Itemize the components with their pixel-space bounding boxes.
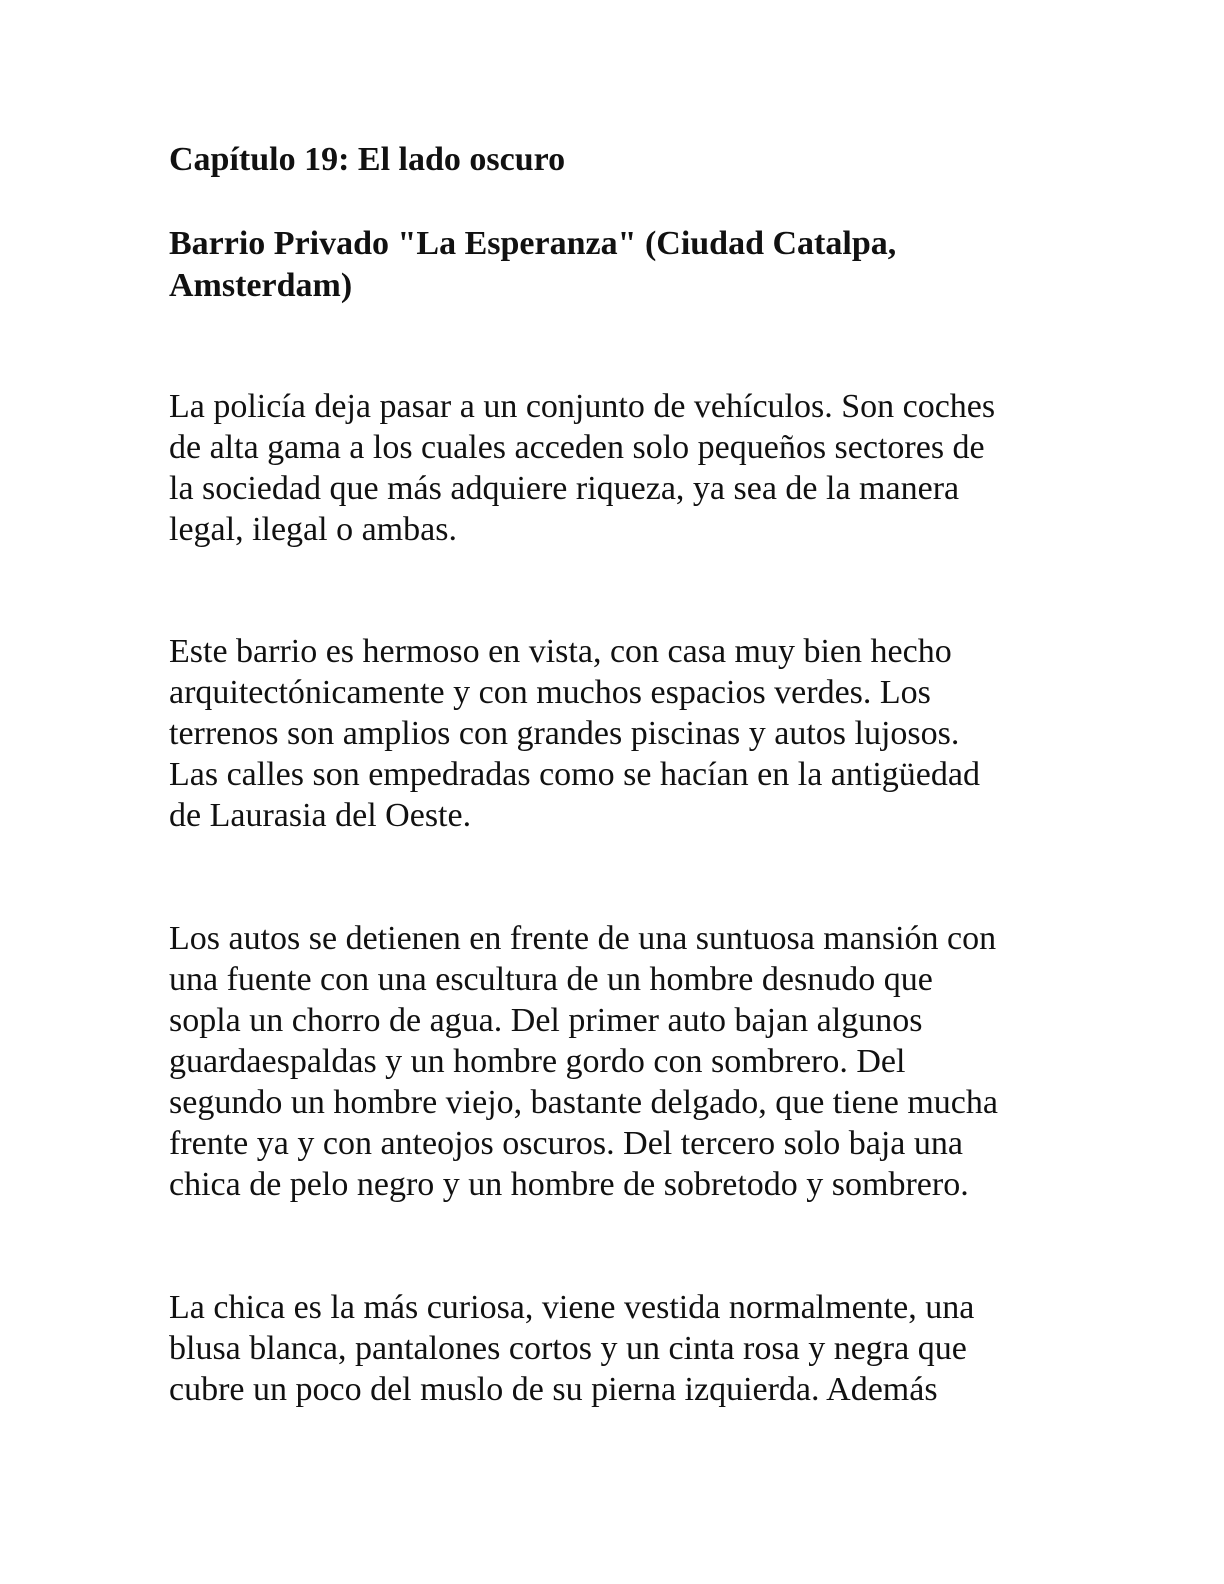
paragraph	[169, 386, 995, 550]
paragraph-line: guardaespaldas y un hombre gordo con sombrero. Del	[169, 1043, 906, 1080]
location-heading-line: Barrio Privado "La Esperanza" (Ciudad Catalpa,	[169, 225, 897, 262]
paragraph-line: Las calles son empedradas como se hacían en la antigüedad	[169, 756, 980, 793]
paragraph-line: la sociedad que más adquiere riqueza, ya sea de la manera	[169, 470, 960, 507]
paragraph	[169, 631, 980, 836]
paragraph-line: legal, ilegal o ambas.	[169, 511, 457, 548]
paragraph-line: blusa blanca, pantalones cortos y un cinta rosa y negra que	[169, 1330, 967, 1367]
paragraph-line: frente ya y con anteojos oscuros. Del tercero solo baja una	[169, 1125, 963, 1162]
paragraph	[169, 918, 998, 1205]
location-heading-line: Amsterdam)	[169, 267, 353, 304]
paragraph-line: Este barrio es hermoso en vista, con casa muy bien hecho	[169, 633, 952, 670]
paragraph-line: arquitectónicamente y con muchos espacios verdes. Los	[169, 674, 931, 711]
chapter-title: Capítulo 19: El lado oscuro	[169, 141, 566, 178]
paragraph-line: La chica es la más curiosa, viene vestida normalmente, una	[169, 1289, 975, 1326]
paragraph	[169, 1287, 974, 1410]
paragraph-line: La policía deja pasar a un conjunto de vehículos. Son coches	[169, 388, 996, 425]
paragraph-line: chica de pelo negro y un hombre de sobretodo y sombrero.	[169, 1166, 969, 1203]
paragraph-line: segundo un hombre viejo, bastante delgado, que tiene mucha	[169, 1084, 998, 1121]
paragraph-line: Los autos se detienen en frente de una suntuosa mansión con	[169, 920, 997, 957]
paragraph-line: cubre un poco del muslo de su pierna izquierda. Además	[169, 1371, 938, 1408]
paragraph-line: de alta gama a los cuales acceden solo pequeños sectores de	[169, 429, 985, 466]
paragraph-line: sopla un chorro de agua. Del primer auto bajan algunos	[169, 1002, 923, 1039]
paragraph-line: de Laurasia del Oeste.	[169, 797, 472, 834]
paragraph-line: una fuente con una escultura de un hombre desnudo que	[169, 961, 933, 998]
location-heading	[169, 223, 1069, 307]
paragraph-line: terrenos son amplios con grandes piscinas y autos lujosos.	[169, 715, 960, 752]
